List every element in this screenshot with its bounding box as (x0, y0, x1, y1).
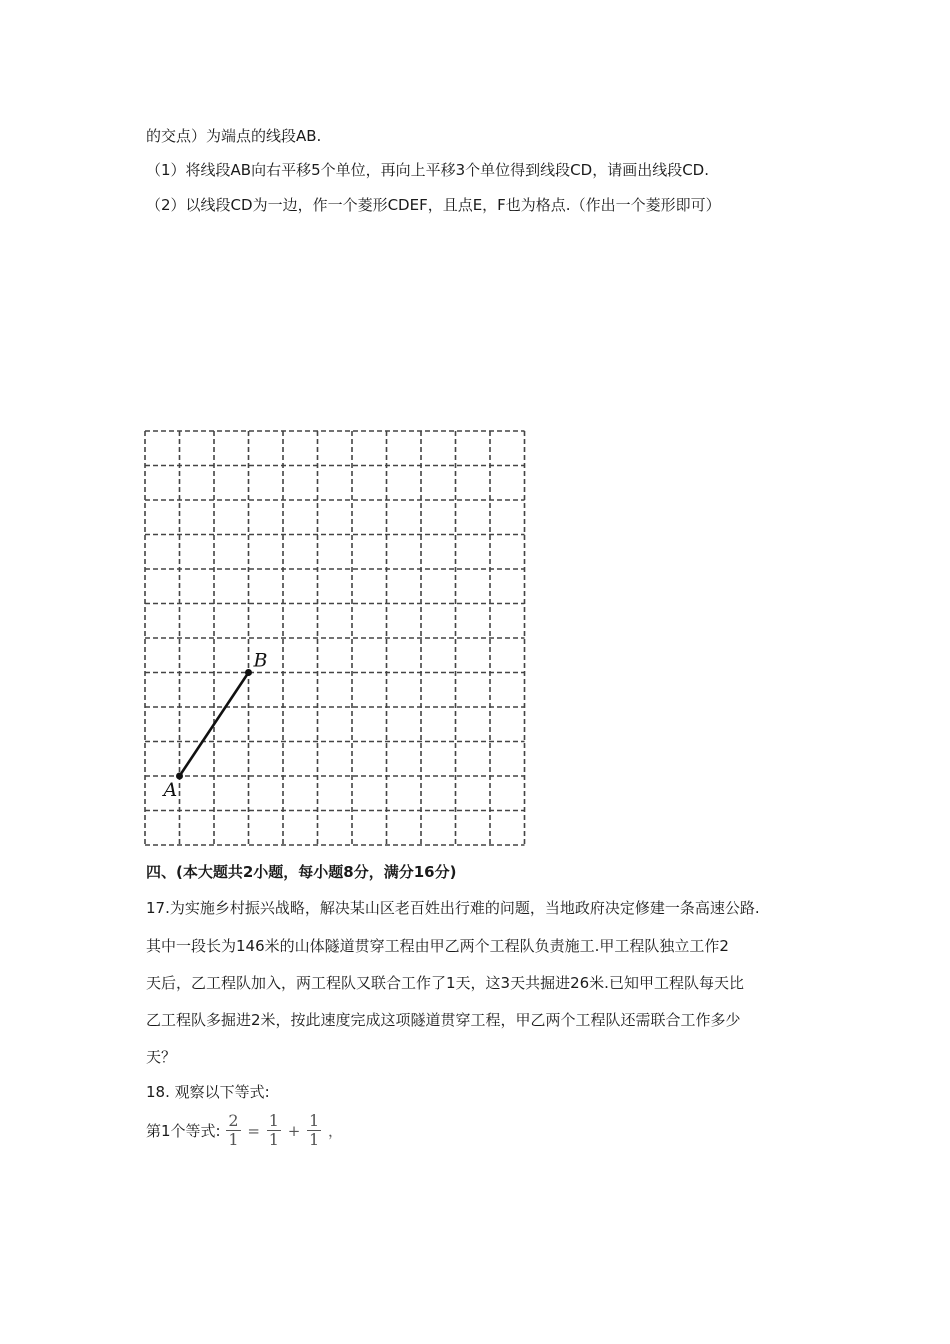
point-a-label: A (163, 779, 178, 801)
question-part-1: （1）将线段AB向右平移5个单位，再向上平移3个单位得到线段CD，请画出线段CD. (146, 161, 710, 179)
equation-prefix: 第1个等式: (146, 1122, 221, 1140)
grid-svg (140, 425, 530, 850)
grid-figure (140, 425, 530, 850)
q17-line-1: 17.为实施乡村振兴战略，解决某山区老百姓出行难的问题，当地政府决定修建一条高速公路. (146, 899, 760, 917)
q17-line-2: 其中一段长为146米的山体隧道贯穿工程由甲乙两个工程队负责施工.甲工程队独立工作2 (146, 937, 729, 955)
q18-equation (146, 1112, 344, 1149)
fraction-2: $\frac{1}{1}$ (268, 1111, 279, 1149)
section-title: 四、(本大题共2小题，每小题8分，满分16分) (146, 863, 457, 881)
q17-line-3: 天后，乙工程队加入，两工程队又联合工作了1天，这3天共掘进26米.已知甲工程队每天比 (146, 974, 744, 992)
question-part-2: （2）以线段CD为一边，作一个菱形CDEF，且点E，F也为格点.（作出一个菱形即可） (146, 196, 721, 214)
point-b (245, 669, 252, 676)
intro-line: 的交点）为端点的线段AB. (146, 127, 322, 145)
q18-title: 18. 观察以下等式: (146, 1083, 270, 1101)
equation-suffix: ， (328, 1122, 344, 1140)
point-b-label: B (253, 649, 268, 672)
equals-sign: = (247, 1121, 260, 1140)
q17-line-5: 天？ (146, 1048, 177, 1066)
fraction-3: $\frac{1}{1}$ (309, 1111, 320, 1149)
plus-sign: + (287, 1121, 301, 1140)
q17-line-4: 乙工程队多掘进2米，按此速度完成这项隧道贯穿工程，甲乙两个工程队还需联合工作多少 (146, 1011, 741, 1029)
fraction-1: $\frac{2}{1}$ (228, 1111, 239, 1149)
